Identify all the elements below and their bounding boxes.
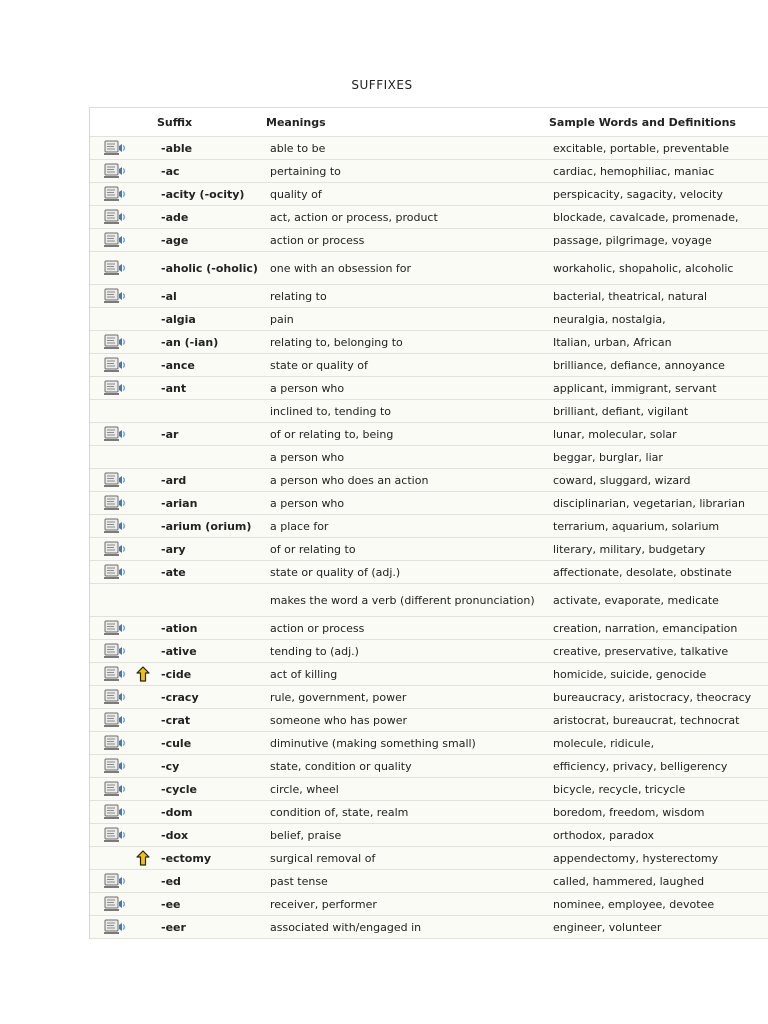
- examples-cell: creative, preservative, talkative: [553, 644, 729, 658]
- examples-cell: called, hammered, laughed: [553, 874, 705, 888]
- suffix-cell: -crat: [161, 713, 191, 727]
- suffix-cell: -ed: [161, 874, 181, 888]
- meaning-cell: someone who has power: [270, 713, 408, 727]
- speaker-book-icon[interactable]: [104, 827, 126, 843]
- examples-cell: homicide, suicide, genocide: [553, 667, 707, 681]
- audio-cell: [90, 515, 134, 537]
- meaning-cell: receiver, performer: [270, 897, 377, 911]
- table-row: [90, 354, 768, 377]
- speaker-book-icon[interactable]: [104, 163, 126, 179]
- examples-cell: affectionate, desolate, obstinate: [553, 565, 732, 579]
- audio-cell: [90, 492, 134, 514]
- audio-cell: [90, 640, 134, 662]
- audio-cell: [90, 538, 134, 560]
- alert-cell: [134, 640, 161, 662]
- examples-cell: efficiency, privacy, belligerency: [553, 759, 728, 773]
- alert-cell: [134, 469, 161, 491]
- page-title: SUFFIXES: [351, 78, 413, 92]
- alert-cell: [134, 870, 161, 892]
- audio-cell: [90, 469, 134, 491]
- meaning-cell: condition of, state, realm: [270, 805, 409, 819]
- meaning-cell: of or relating to, being: [270, 427, 394, 441]
- table-row: [90, 686, 768, 709]
- suffix-cell: -arium (orium): [161, 519, 252, 533]
- meaning-cell: rule, government, power: [270, 690, 407, 704]
- audio-cell: [90, 183, 134, 205]
- suffix-cell: -ac: [161, 164, 180, 178]
- warning-arrow-icon: [136, 850, 150, 866]
- examples-cell: workaholic, shopaholic, alcoholic: [553, 261, 734, 275]
- examples-cell: activate, evaporate, medicate: [553, 593, 719, 607]
- examples-cell: molecule, ridicule,: [553, 736, 655, 750]
- suffix-cell: -cycle: [161, 782, 198, 796]
- table-row: [90, 400, 768, 423]
- audio-cell: [90, 331, 134, 353]
- alert-cell: [134, 801, 161, 823]
- speaker-book-icon[interactable]: [104, 919, 126, 935]
- examples-cell: perspicacity, sagacity, velocity: [553, 187, 723, 201]
- alert-cell: [134, 354, 161, 376]
- suffix-cell: -cy: [161, 759, 180, 773]
- speaker-book-icon[interactable]: [104, 288, 126, 304]
- meaning-cell: relating to, belonging to: [270, 335, 403, 349]
- table-body: [90, 137, 768, 939]
- alert-cell: [134, 824, 161, 846]
- meaning-cell: diminutive (making something small): [270, 736, 476, 750]
- examples-cell: lunar, molecular, solar: [553, 427, 677, 441]
- alert-cell: [134, 492, 161, 514]
- examples-cell: aristocrat, bureaucrat, technocrat: [553, 713, 740, 727]
- speaker-book-icon[interactable]: [104, 643, 126, 659]
- meaning-cell: state or quality of: [270, 358, 368, 372]
- examples-cell: Italian, urban, African: [553, 335, 672, 349]
- meaning-cell: pertaining to: [270, 164, 341, 178]
- audio-cell: [90, 893, 134, 915]
- examples-cell: beggar, burglar, liar: [553, 450, 663, 464]
- meaning-cell: makes the word a verb (different pronunciation): [270, 593, 535, 607]
- audio-cell: [90, 229, 134, 251]
- meaning-cell: action or process: [270, 233, 365, 247]
- speaker-book-icon[interactable]: [104, 564, 126, 580]
- audio-cell: [90, 801, 134, 823]
- header-meanings: Meanings: [266, 115, 326, 129]
- audio-cell: [90, 916, 134, 938]
- suffix-cell: -ate: [161, 565, 186, 579]
- table-row: [90, 377, 768, 400]
- alert-cell: [134, 686, 161, 708]
- audio-cell: [90, 847, 134, 869]
- table-row: [90, 584, 768, 617]
- suffix-cell: -cide: [161, 667, 192, 681]
- suffix-cell: -acity (-ocity): [161, 187, 245, 201]
- speaker-book-icon[interactable]: [104, 357, 126, 373]
- examples-cell: bicycle, recycle, tricycle: [553, 782, 686, 796]
- speaker-book-icon[interactable]: [104, 140, 126, 156]
- alert-cell: [134, 732, 161, 754]
- meaning-cell: belief, praise: [270, 828, 342, 842]
- audio-cell: [90, 778, 134, 800]
- alert-cell: [134, 916, 161, 938]
- meaning-cell: associated with/engaged in: [270, 920, 422, 934]
- suffix-cell: -arian: [161, 496, 198, 510]
- suffix-cell: -an (-ian): [161, 335, 219, 349]
- meaning-cell: a person who: [270, 381, 345, 395]
- alert-cell: [134, 778, 161, 800]
- meaning-cell: inclined to, tending to: [270, 404, 392, 418]
- table-row: [90, 160, 768, 183]
- meaning-cell: past tense: [270, 874, 328, 888]
- table-row: [90, 492, 768, 515]
- audio-cell: [90, 252, 134, 284]
- table-row: [90, 709, 768, 732]
- examples-cell: boredom, freedom, wisdom: [553, 805, 705, 819]
- suffix-cell: -eer: [161, 920, 186, 934]
- meaning-cell: able to be: [270, 141, 326, 155]
- examples-cell: engineer, volunteer: [553, 920, 662, 934]
- audio-cell: [90, 423, 134, 445]
- examples-cell: bureaucracy, aristocracy, theocracy: [553, 690, 752, 704]
- table-row: [90, 847, 768, 870]
- alert-cell: [134, 423, 161, 445]
- suffix-cell: -ant: [161, 381, 187, 395]
- audio-cell: [90, 400, 134, 422]
- audio-cell: [90, 377, 134, 399]
- suffix-cell: -al: [161, 289, 177, 303]
- examples-cell: coward, sluggard, wizard: [553, 473, 691, 487]
- meaning-cell: of or relating to: [270, 542, 356, 556]
- meaning-cell: one with an obsession for: [270, 261, 412, 275]
- speaker-book-icon[interactable]: [104, 896, 126, 912]
- alert-cell: [134, 252, 161, 284]
- meaning-cell: a person who: [270, 496, 345, 510]
- suffix-cell: -ation: [161, 621, 198, 635]
- audio-cell: [90, 755, 134, 777]
- speaker-book-icon[interactable]: [104, 735, 126, 751]
- alert-cell: [134, 183, 161, 205]
- speaker-book-icon[interactable]: [104, 620, 126, 636]
- alert-cell: [134, 206, 161, 228]
- audio-cell: [90, 584, 134, 616]
- audio-cell: [90, 446, 134, 468]
- suffix-cell: -dox: [161, 828, 189, 842]
- speaker-book-icon[interactable]: [104, 541, 126, 557]
- speaker-book-icon[interactable]: [104, 380, 126, 396]
- speaker-book-icon[interactable]: [104, 495, 126, 511]
- audio-cell: [90, 617, 134, 639]
- table-row: [90, 916, 768, 939]
- examples-cell: appendectomy, hysterectomy: [553, 851, 719, 865]
- suffix-cell: -able: [161, 141, 193, 155]
- meaning-cell: tending to (adj.): [270, 644, 359, 658]
- meaning-cell: a place for: [270, 519, 329, 533]
- alert-cell: [134, 561, 161, 583]
- table-row: [90, 561, 768, 584]
- suffix-table: [89, 107, 768, 939]
- examples-cell: orthodox, paradox: [553, 828, 655, 842]
- alert-cell: [134, 137, 161, 159]
- speaker-book-icon[interactable]: [104, 689, 126, 705]
- speaker-book-icon[interactable]: [104, 260, 126, 276]
- speaker-book-icon[interactable]: [104, 186, 126, 202]
- table-row: [90, 640, 768, 663]
- table-row: [90, 870, 768, 893]
- table-header: [90, 108, 768, 137]
- suffix-cell: -ary: [161, 542, 186, 556]
- meaning-cell: circle, wheel: [270, 782, 339, 796]
- table-row: [90, 801, 768, 824]
- alert-cell: [134, 308, 161, 330]
- examples-cell: nominee, employee, devotee: [553, 897, 715, 911]
- audio-cell: [90, 160, 134, 182]
- table-row: [90, 732, 768, 755]
- suffix-cell: -age: [161, 233, 189, 247]
- alert-cell: [134, 847, 161, 869]
- examples-cell: blockade, cavalcade, promenade,: [553, 210, 739, 224]
- examples-cell: bacterial, theatrical, natural: [553, 289, 708, 303]
- suffix-cell: -aholic (-oholic): [161, 261, 258, 275]
- suffix-cell: -dom: [161, 805, 193, 819]
- table-row: [90, 252, 768, 285]
- meaning-cell: a person who does an action: [270, 473, 429, 487]
- suffix-cell: -algia: [161, 312, 196, 326]
- audio-cell: [90, 206, 134, 228]
- speaker-book-icon[interactable]: [104, 334, 126, 350]
- alert-cell: [134, 617, 161, 639]
- meaning-cell: pain: [270, 312, 294, 326]
- suffix-cell: -ar: [161, 427, 179, 441]
- table-row: [90, 285, 768, 308]
- alert-cell: [134, 584, 161, 616]
- speaker-book-icon[interactable]: [104, 209, 126, 225]
- speaker-book-icon[interactable]: [104, 781, 126, 797]
- meaning-cell: act of killing: [270, 667, 338, 681]
- speaker-book-icon[interactable]: [104, 804, 126, 820]
- suffix-cell: -ative: [161, 644, 197, 658]
- meaning-cell: surgical removal of: [270, 851, 376, 865]
- warning-arrow-icon: [136, 666, 150, 682]
- speaker-book-icon[interactable]: [104, 426, 126, 442]
- table-row: [90, 331, 768, 354]
- alert-cell: [134, 229, 161, 251]
- audio-cell: [90, 870, 134, 892]
- speaker-book-icon[interactable]: [104, 232, 126, 248]
- table-row: [90, 824, 768, 847]
- examples-cell: cardiac, hemophiliac, maniac: [553, 164, 715, 178]
- speaker-book-icon[interactable]: [104, 472, 126, 488]
- suffix-cell: -ectomy: [161, 851, 211, 865]
- table-row: [90, 893, 768, 916]
- header-suffix: Suffix: [157, 115, 193, 129]
- header-examples: Sample Words and Definitions: [549, 115, 736, 129]
- table-row: [90, 755, 768, 778]
- examples-cell: terrarium, aquarium, solarium: [553, 519, 720, 533]
- audio-cell: [90, 732, 134, 754]
- suffix-cell: -ard: [161, 473, 187, 487]
- alert-cell: [134, 400, 161, 422]
- speaker-book-icon[interactable]: [104, 712, 126, 728]
- table-row: [90, 617, 768, 640]
- examples-cell: disciplinarian, vegetarian, librarian: [553, 496, 745, 510]
- audio-cell: [90, 561, 134, 583]
- alert-cell: [134, 538, 161, 560]
- speaker-book-icon[interactable]: [104, 518, 126, 534]
- table-row: [90, 778, 768, 801]
- audio-cell: [90, 709, 134, 731]
- audio-cell: [90, 663, 134, 685]
- table-row: [90, 206, 768, 229]
- meaning-cell: a person who: [270, 450, 345, 464]
- examples-cell: literary, military, budgetary: [553, 542, 706, 556]
- meaning-cell: act, action or process, product: [270, 210, 438, 224]
- meaning-cell: state, condition or quality: [270, 759, 412, 773]
- alert-cell: [134, 515, 161, 537]
- alert-cell: [134, 285, 161, 307]
- examples-cell: applicant, immigrant, servant: [553, 381, 717, 395]
- meaning-cell: quality of: [270, 187, 322, 201]
- table-row: [90, 469, 768, 492]
- table-row: [90, 663, 768, 686]
- table-row: [90, 446, 768, 469]
- audio-cell: [90, 137, 134, 159]
- audio-cell: [90, 686, 134, 708]
- table-row: [90, 538, 768, 561]
- alert-cell: [134, 893, 161, 915]
- meaning-cell: action or process: [270, 621, 365, 635]
- alert-cell: [134, 160, 161, 182]
- alert-cell: [134, 446, 161, 468]
- audio-cell: [90, 285, 134, 307]
- table-row: [90, 423, 768, 446]
- audio-cell: [90, 824, 134, 846]
- examples-cell: brilliance, defiance, annoyance: [553, 358, 725, 372]
- examples-cell: creation, narration, emancipation: [553, 621, 738, 635]
- table-row: [90, 183, 768, 206]
- speaker-book-icon[interactable]: [104, 873, 126, 889]
- table-row: [90, 137, 768, 160]
- speaker-book-icon[interactable]: [104, 758, 126, 774]
- suffix-cell: -ance: [161, 358, 195, 372]
- examples-cell: excitable, portable, preventable: [553, 141, 730, 155]
- alert-cell: [134, 377, 161, 399]
- alert-cell: [134, 663, 161, 685]
- meaning-cell: state or quality of (adj.): [270, 565, 401, 579]
- examples-cell: brilliant, defiant, vigilant: [553, 404, 689, 418]
- speaker-book-icon[interactable]: [104, 666, 126, 682]
- table-row: [90, 229, 768, 252]
- table-row: [90, 515, 768, 538]
- meaning-cell: relating to: [270, 289, 327, 303]
- audio-cell: [90, 308, 134, 330]
- examples-cell: passage, pilgrimage, voyage: [553, 233, 712, 247]
- alert-cell: [134, 331, 161, 353]
- table-row: [90, 308, 768, 331]
- examples-cell: neuralgia, nostalgia,: [553, 312, 666, 326]
- alert-cell: [134, 755, 161, 777]
- suffix-cell: -ee: [161, 897, 181, 911]
- suffix-cell: -cracy: [161, 690, 199, 704]
- suffix-cell: -cule: [161, 736, 192, 750]
- suffix-cell: -ade: [161, 210, 189, 224]
- alert-cell: [134, 709, 161, 731]
- audio-cell: [90, 354, 134, 376]
